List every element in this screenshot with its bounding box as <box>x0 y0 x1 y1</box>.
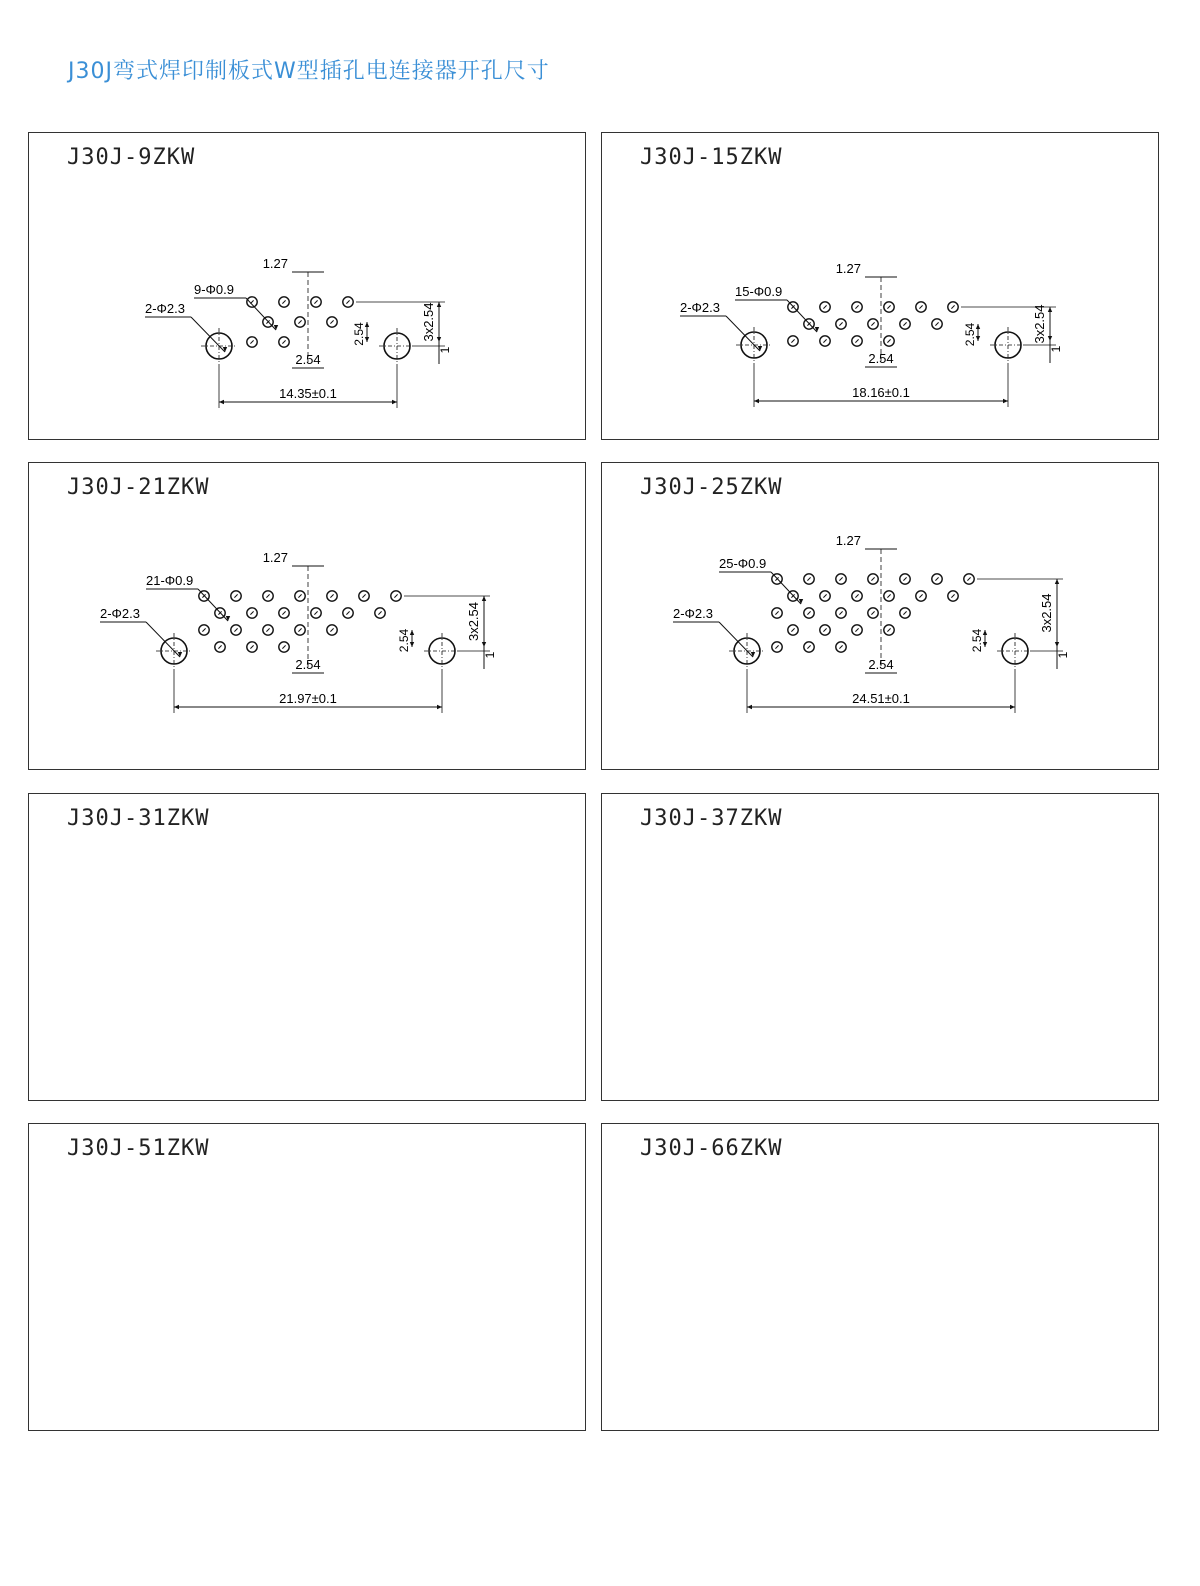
dimension-arrow <box>1048 336 1052 341</box>
panel-21zkw <box>28 462 586 770</box>
dimension-arrow <box>815 327 819 332</box>
hole-hatch <box>330 628 333 631</box>
offset-dimension-label: 1 <box>1049 345 1063 353</box>
hole-hatch <box>362 594 365 597</box>
height-dimension-label: 3x2.54 <box>421 302 436 342</box>
hole-hatch <box>855 305 858 308</box>
hole-hatch <box>282 340 285 343</box>
hole-hatch <box>298 594 301 597</box>
hole-hatch <box>346 300 349 303</box>
hole-hatch <box>871 577 874 580</box>
panel-title: J30J-25ZKW <box>640 475 783 500</box>
hole-hatch <box>855 339 858 342</box>
hole-layout-drawing <box>29 1124 587 1432</box>
hole-hatch <box>903 577 906 580</box>
panel-31zkw <box>28 793 586 1101</box>
panel-title: J30J-37ZKW <box>640 806 783 831</box>
hole-hatch <box>823 628 826 631</box>
dimension-arrow <box>482 596 486 601</box>
hole-hatch <box>807 577 810 580</box>
dimension-arrow <box>178 652 182 657</box>
dimension-arrow <box>437 302 441 307</box>
hole-hatch <box>919 594 922 597</box>
contact-holes-label: 15-Φ0.9 <box>735 284 783 299</box>
pitch-label: 2.54 <box>868 351 894 366</box>
offset-dimension-label: 1 <box>1056 651 1070 659</box>
panel-title: J30J-31ZKW <box>67 806 210 831</box>
mounting-hole-label: 2-Φ2.3 <box>680 300 721 315</box>
dimension-arrow <box>1055 642 1059 647</box>
row-gap-dimension-label: 2.54 <box>963 322 977 347</box>
half-pitch-label: 1.27 <box>835 533 861 548</box>
span-dimension-label: 18.16±0.1 <box>852 385 910 400</box>
height-dimension-label: 3x2.54 <box>466 601 481 642</box>
hole-layout-drawing <box>602 794 1160 1102</box>
dimension-arrow <box>223 347 227 352</box>
leader-line <box>719 622 753 657</box>
hole-hatch <box>330 320 333 323</box>
hole-hatch <box>839 322 842 325</box>
dimension-arrow <box>219 400 224 404</box>
dimension-arrow <box>274 325 278 330</box>
offset-dimension-label: 1 <box>438 346 452 354</box>
offset-dimension-label: 1 <box>483 651 497 659</box>
pitch-label: 2.54 <box>295 352 321 367</box>
panel-title: J30J-21ZKW <box>67 475 210 500</box>
hole-hatch <box>314 611 317 614</box>
contact-holes-label: 25-Φ0.9 <box>719 556 767 571</box>
panel-51zkw <box>28 1123 586 1431</box>
hole-hatch <box>823 339 826 342</box>
mounting-hole-label: 2-Φ2.3 <box>673 606 714 621</box>
hole-hatch <box>234 594 237 597</box>
hole-hatch <box>775 611 778 614</box>
hole-hatch <box>250 645 253 648</box>
hole-layout-drawing <box>602 1124 1160 1432</box>
hole-hatch <box>378 611 381 614</box>
hole-hatch <box>282 645 285 648</box>
hole-hatch <box>282 611 285 614</box>
dimension-arrow <box>1048 307 1052 312</box>
hole-hatch <box>823 594 826 597</box>
mounting-hole-label: 2-Φ2.3 <box>145 301 186 316</box>
hole-hatch <box>823 305 826 308</box>
hole-hatch <box>839 611 842 614</box>
hole-hatch <box>887 594 890 597</box>
hole-hatch <box>282 300 285 303</box>
half-pitch-label: 1.27 <box>262 550 288 565</box>
panel-title: J30J-66ZKW <box>640 1136 783 1161</box>
half-pitch-label: 1.27 <box>262 256 288 271</box>
hole-hatch <box>250 340 253 343</box>
dimension-arrow <box>1010 705 1015 709</box>
hole-hatch <box>839 577 842 580</box>
panel-37zkw <box>601 793 1159 1101</box>
pitch-label: 2.54 <box>295 657 321 672</box>
dimension-arrow <box>226 616 230 621</box>
hole-hatch <box>951 305 954 308</box>
hole-hatch <box>775 645 778 648</box>
hole-hatch <box>967 577 970 580</box>
hole-hatch <box>298 320 301 323</box>
mounting-hole-label: 2-Φ2.3 <box>100 606 141 621</box>
dimension-arrow <box>1003 399 1008 403</box>
hole-layout-drawing <box>29 794 587 1102</box>
hole-hatch <box>935 322 938 325</box>
half-pitch-label: 1.27 <box>835 261 861 276</box>
hole-hatch <box>919 305 922 308</box>
hole-hatch <box>887 339 890 342</box>
panel-66zkw <box>601 1123 1159 1431</box>
panel-title: J30J-9ZKW <box>67 145 196 170</box>
hole-layout-drawing <box>29 133 587 441</box>
hole-layout-drawing <box>29 463 587 771</box>
hole-hatch <box>855 628 858 631</box>
hole-layout-drawing <box>602 463 1160 771</box>
hole-hatch <box>314 300 317 303</box>
hole-hatch <box>298 628 301 631</box>
leader-line <box>198 589 228 621</box>
hole-hatch <box>234 628 237 631</box>
hole-layout-drawing <box>602 133 1160 441</box>
dimension-arrow <box>482 642 486 647</box>
dimension-arrow <box>1055 579 1059 584</box>
panel-15zkw <box>601 132 1159 440</box>
hole-hatch <box>887 305 890 308</box>
dimension-arrow <box>174 705 179 709</box>
dimension-arrow <box>751 652 755 657</box>
contact-holes-label: 21-Φ0.9 <box>146 573 194 588</box>
row-gap-dimension-label: 2.54 <box>970 628 984 653</box>
hole-hatch <box>807 645 810 648</box>
dimension-arrow <box>392 400 397 404</box>
height-dimension-label: 3x2.54 <box>1032 304 1047 344</box>
hole-hatch <box>346 611 349 614</box>
leader-line <box>771 572 801 604</box>
panel-title: J30J-51ZKW <box>67 1136 210 1161</box>
hole-hatch <box>202 628 205 631</box>
hole-hatch <box>839 645 842 648</box>
leader-line <box>191 317 225 352</box>
dimension-arrow <box>754 399 759 403</box>
row-gap-dimension-label: 2.54 <box>352 322 366 346</box>
span-dimension-label: 21.97±0.1 <box>279 691 337 706</box>
leader-line <box>726 316 760 351</box>
hole-hatch <box>951 594 954 597</box>
leader-line <box>146 622 180 657</box>
span-dimension-label: 24.51±0.1 <box>852 691 910 706</box>
hole-hatch <box>807 611 810 614</box>
hole-hatch <box>266 594 269 597</box>
panel-25zkw <box>601 462 1159 770</box>
hole-hatch <box>871 322 874 325</box>
hole-hatch <box>855 594 858 597</box>
hole-hatch <box>903 611 906 614</box>
panel-9zkw <box>28 132 586 440</box>
hole-hatch <box>791 628 794 631</box>
dimension-arrow <box>437 337 441 342</box>
hole-hatch <box>887 628 890 631</box>
hole-hatch <box>218 645 221 648</box>
hole-hatch <box>935 577 938 580</box>
page-title: J30J弯式焊印制板式W型插孔电连接器开孔尺寸 <box>68 59 550 84</box>
hole-hatch <box>903 322 906 325</box>
leader-line <box>246 298 276 330</box>
dimension-arrow <box>758 346 762 351</box>
hole-hatch <box>266 628 269 631</box>
hole-hatch <box>871 611 874 614</box>
hole-hatch <box>250 611 253 614</box>
dimension-arrow <box>437 705 442 709</box>
contact-holes-label: 9-Φ0.9 <box>194 282 235 297</box>
dimension-arrow <box>747 705 752 709</box>
leader-line <box>787 300 817 332</box>
panel-title: J30J-15ZKW <box>640 145 783 170</box>
dimension-arrow <box>799 599 803 604</box>
hole-hatch <box>394 594 397 597</box>
hole-hatch <box>791 339 794 342</box>
hole-hatch <box>330 594 333 597</box>
pitch-label: 2.54 <box>868 657 894 672</box>
height-dimension-label: 3x2.54 <box>1039 593 1054 633</box>
row-gap-dimension-label: 2.54 <box>397 628 411 653</box>
span-dimension-label: 14.35±0.1 <box>279 386 337 401</box>
